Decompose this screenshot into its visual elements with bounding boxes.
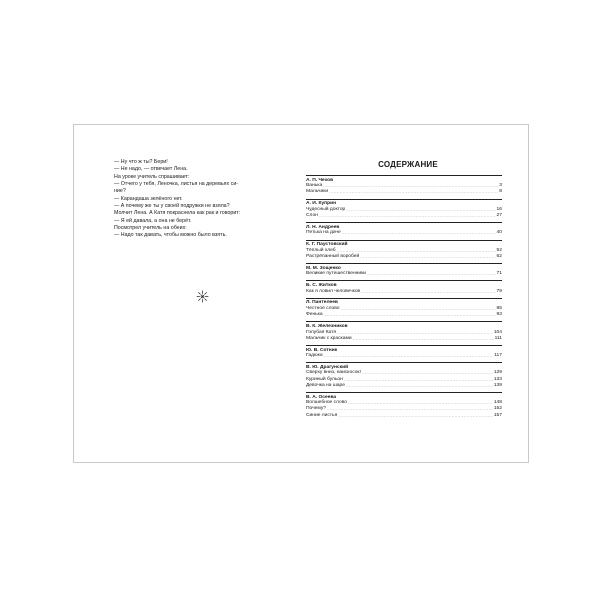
toc-entry[interactable]: [306, 289, 502, 295]
toc-entry[interactable]: [306, 336, 502, 342]
text-line: Молчит Лена. А Катя покраснела как рак и говорит:: [114, 210, 241, 217]
left-page: [114, 159, 304, 240]
toc-page-number: 152: [493, 406, 502, 412]
toc-page-number: 85: [496, 305, 502, 311]
toc-leader-dots: [346, 383, 493, 389]
toc-entry-title: Синие листья: [306, 412, 338, 418]
toc-page-number: 71: [496, 271, 502, 277]
toc-entry-title: Чудесный доктор: [306, 206, 346, 212]
toc-entry[interactable]: [306, 383, 502, 389]
toc-author: В. К. Железников: [306, 321, 502, 329]
toc-entry-title: Волшебное слово: [306, 400, 347, 406]
toc-page-number: 104: [493, 329, 502, 335]
toc-leader-dots: [319, 213, 496, 219]
toc-entry-title: Великие путешественники: [306, 271, 366, 277]
toc-entry-title: Слон: [306, 212, 318, 218]
toc-page-number: 148: [493, 400, 502, 406]
toc-author: А. П. Чехов: [306, 175, 502, 183]
toc-entry-title: Ванька: [306, 183, 323, 189]
toc-leader-dots: [329, 189, 498, 195]
toc-entry-title: Петька на даче: [306, 230, 341, 236]
toc-page-number: 40: [496, 230, 502, 236]
toc-section: [306, 280, 502, 294]
toc-author: А. И. Куприн: [306, 199, 502, 207]
toc-author: М. М. Зощенко: [306, 263, 502, 271]
toc-entry[interactable]: [306, 312, 502, 318]
toc-leader-dots: [324, 312, 496, 318]
toc-entry[interactable]: [306, 189, 502, 195]
toc-entry-title: Голубая Катя: [306, 329, 337, 335]
toc-author: Ю. В. Сотник: [306, 345, 502, 353]
story-text: [114, 159, 304, 240]
toc-author: Л. Пантелеев: [306, 298, 502, 306]
toc-author: Б. С. Житков: [306, 280, 502, 288]
toc-entry-title: Честное слово: [306, 305, 340, 311]
toc-entry-title: Почему?: [306, 406, 326, 412]
text-line: — Не надо, — отвечает Лена.: [114, 166, 188, 173]
toc-author: В. Ю. Драгунский: [306, 362, 502, 370]
toc-page-number: 133: [493, 376, 502, 382]
toc-section: [306, 345, 502, 359]
text-line: — А почему же ты у своей подружки не взяла?: [114, 203, 230, 210]
toc-leader-dots: [342, 230, 496, 236]
toc-page-number: 8: [499, 189, 502, 195]
toc-entry[interactable]: [306, 271, 502, 277]
toc-leader-dots: [360, 254, 495, 260]
toc-section: [306, 199, 502, 220]
toc-entry[interactable]: [306, 254, 502, 260]
toc-section: [306, 392, 502, 419]
toc-page-number: 93: [496, 312, 502, 318]
toc-entry-title: Мальчики: [306, 189, 329, 195]
toc-page-number: 117: [494, 353, 502, 359]
toc-entry[interactable]: [306, 413, 502, 419]
toc-entry-title: Фенька: [306, 312, 323, 318]
toc-page-number: 16: [496, 206, 502, 212]
text-line: Посмотрел учитель на обеих:: [114, 225, 187, 232]
text-line: — Надо так давать, чтобы можно было взять.: [114, 232, 227, 239]
toc-author: Л. Н. Андреев: [306, 222, 502, 230]
toc-page-number: 111: [494, 335, 502, 341]
toc-author: К. Г. Паустовский: [306, 240, 502, 248]
text-line: — Отчего у тебя, Леночка, листья на деревьях си-: [114, 181, 239, 188]
toc-leader-dots: [361, 289, 495, 295]
toc-entry-title: Растрёпанный воробей: [306, 253, 360, 259]
toc-page-number: 139: [493, 382, 502, 388]
book-spread: [73, 124, 529, 463]
toc-entry-title: Гадюка: [306, 353, 323, 359]
text-line: — Я ей давала, а она не берёт.: [114, 217, 192, 224]
text-line: ние?: [114, 188, 126, 195]
toc-leader-dots: [353, 336, 494, 342]
toc-leader-dots: [367, 271, 496, 277]
toc-entry-title: Как я ловил человечков: [306, 288, 361, 294]
toc-entry-title: Тёплый хлеб: [306, 247, 336, 253]
toc-title: СОДЕРЖАНИЕ: [378, 160, 438, 169]
toc-entry[interactable]: [306, 213, 502, 219]
toc-page-number: 27: [496, 212, 502, 218]
toc-entry[interactable]: [306, 230, 502, 236]
toc-entry-title: Мальчик с красками: [306, 335, 352, 341]
toc-page-number: 79: [496, 288, 502, 294]
toc-section: [306, 222, 502, 236]
toc-page-number: 157: [493, 412, 502, 418]
ornament-icon: [196, 290, 209, 303]
toc-page-number: 129: [493, 370, 502, 376]
toc-section: [306, 240, 502, 261]
toc-section: [306, 175, 502, 196]
toc-sections: [306, 175, 502, 419]
toc-leader-dots: [338, 413, 493, 419]
toc-entry-title: Сверху вниз, наискосок!: [306, 370, 361, 376]
table-of-contents: [306, 159, 502, 419]
toc-entry-title: Куриный бульон: [306, 376, 343, 382]
toc-section: [306, 321, 502, 342]
toc-section: [306, 362, 502, 389]
toc-page-number: 52: [496, 247, 502, 253]
text-line: — Ну что ж ты? Бери!: [114, 159, 168, 165]
toc-section: [306, 263, 502, 277]
text-line: — Карандаша зелёного нет.: [114, 195, 183, 202]
toc-entry-title: Девочка на шаре: [306, 382, 345, 388]
toc-section: [306, 298, 502, 319]
toc-page-number: 3: [499, 183, 502, 189]
toc-page-number: 62: [496, 253, 502, 259]
toc-entry[interactable]: [306, 353, 502, 359]
toc-author: В. А. Осеева: [306, 392, 502, 400]
toc-leader-dots: [324, 353, 494, 359]
text-line: На уроке учитель спрашивает:: [114, 173, 190, 180]
